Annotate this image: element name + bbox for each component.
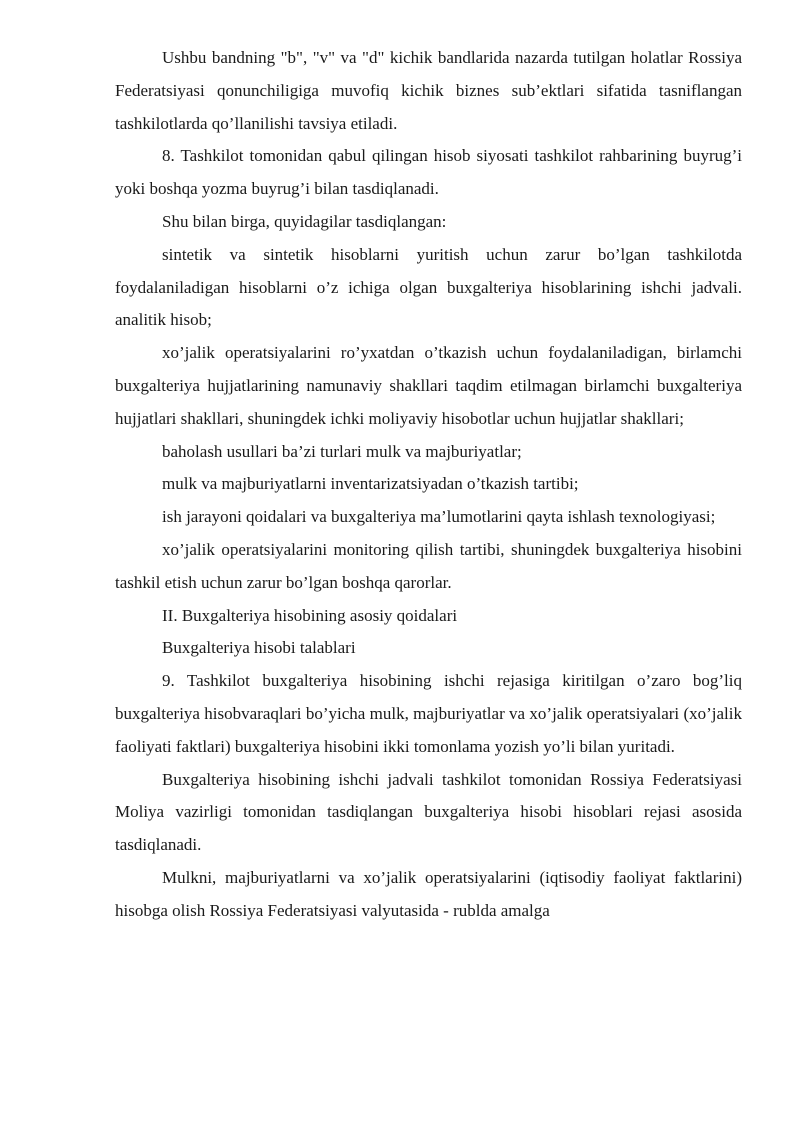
paragraph-2: 8. Tashkilot tomonidan qabul qilingan hisob siyosati tashkilot rahbarining buyrug’i yoki boshqa yozma buyrug’i bilan tasdiqlanadi.	[115, 146, 742, 199]
paragraph-13: Buxgalteriya hisobining ishchi jadvali tashkilot tomonidan Rossiya Federatsiyasi Moliya vazirligi tomonidan tasdiqlangan buxgalteriya hisobi hisoblari rejasi asosida tasdiqlanadi.	[115, 769, 742, 855]
document-page	[115, 42, 742, 928]
paragraph-12: 9. Tashkilot buxgalteriya hisobining ishchi rejasiga kiritilgan o’zaro bog’liq buxgalteriya hisobvaraqlari bo’yicha mulk, majburiyatlar va xo’jalik operatsiyalari (xo’jalik faoliyati faktlari) buxgalteriya hisobini ikki tomonlama yozish yo’li bilan yuritadi.	[115, 671, 742, 756]
paragraph-1: Ushbu bandning "b", "v" va "d" kichik bandlarida nazarda tutilgan holatlar Rossiya Federatsiyasi qonunchiligiga muvofiq kichik biznes sub’ektlari sifatida tasniflangan tashkilotlarda qo’llanilishi tavsiya etiladi.	[115, 48, 742, 133]
paragraph-4: sintetik va sintetik hisoblarni yuritish uchun zarur bo’lgan tashkilotda foydalaniladigan hisoblarni o’z ichiga olgan buxgalteriya hisoblarining ishchi jadvali. analitik hisob;	[115, 244, 742, 330]
paragraph-7: mulk va majburiyatlarni inventarizatsiyadan o’tkazish tartibi;	[162, 474, 579, 494]
paragraph-5: xo’jalik operatsiyalarini ro’yxatdan o’tkazish uchun foydalaniladigan, birlamchi buxgalteriya hujjatlarining namunaviy shakllari taqdim etilmagan birlamchi buxgalteriya hujjatlari shakllari, shuningdek ichki moliyaviy hisobotlar uchun hujjatlar shakllari;	[115, 343, 742, 428]
subsection-heading: Buxgalteriya hisobi talablari	[162, 638, 356, 658]
paragraph-6: baholash usullari ba’zi turlari mulk va majburiyatlar;	[162, 441, 522, 461]
paragraph-14: Mulkni, majburiyatlarni va xo’jalik operatsiyalarini (iqtisodiy faoliyat faktlarini) hisobga olish Rossiya Federatsiyasi valyutasida - rublda amalga	[115, 867, 742, 920]
paragraph-3: Shu bilan birga, quyidagilar tasdiqlangan:	[162, 211, 447, 231]
paragraph-8: ish jarayoni qoidalari va buxgalteriya ma’lumotlarini qayta ishlash texnologiyasi;	[162, 507, 716, 527]
section-heading: II. Buxgalteriya hisobining asosiy qoidalari	[162, 605, 458, 625]
paragraph-9: xo’jalik operatsiyalarini monitoring qilish tartibi, shuningdek buxgalteriya hisobini tashkil etish uchun zarur bo’lgan boshqa qarorlar.	[115, 539, 742, 592]
